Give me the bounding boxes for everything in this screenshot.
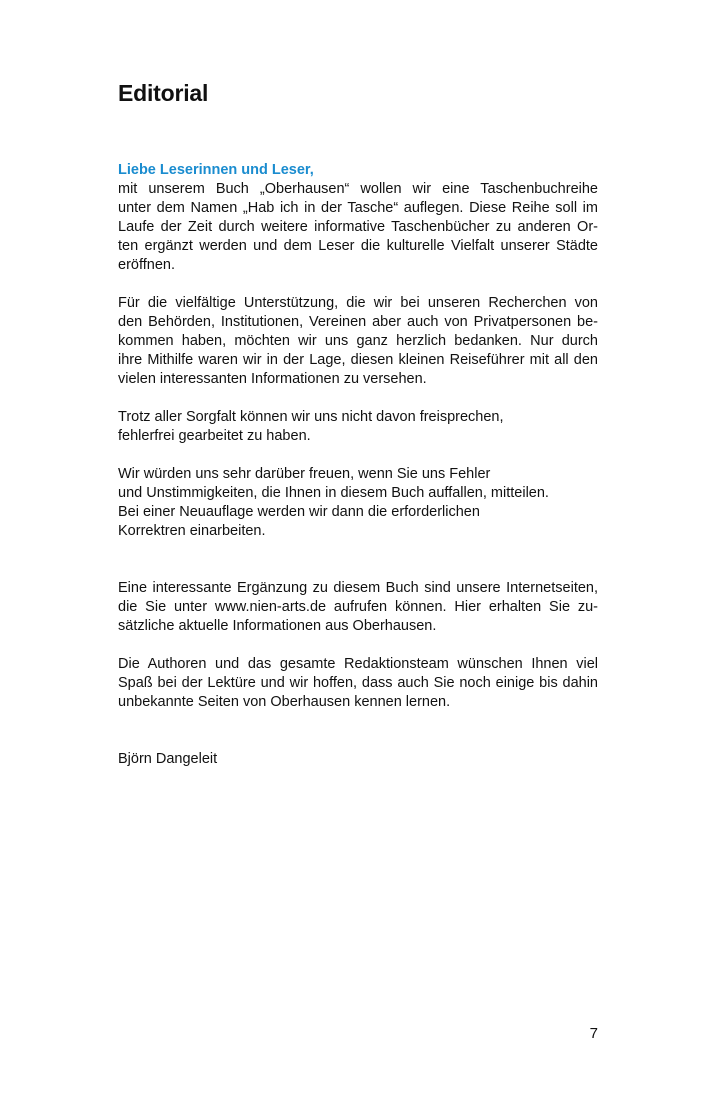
paragraph-line: und Unstimmigkeiten, die Ihnen in diesem Buch auffallen, mitteilen. — [118, 485, 549, 501]
paragraph-line: Für die vielfältige Unterstützung, die wir bei unseren Recherchen von — [118, 295, 598, 311]
paragraph-line: den Behörden, Institutionen, Vereinen aber auch von Privatpersonen be- — [118, 314, 598, 330]
paragraph-line: ten ergänzt werden und dem Leser die kulturelle Vielfalt unserer Städte — [118, 238, 598, 254]
paragraph-line: fehlerfrei gearbeitet zu haben. — [118, 428, 311, 444]
paragraph-website — [118, 579, 598, 636]
editorial-body — [118, 161, 598, 769]
paragraph-line: Laufe der Zeit durch weitere informative Taschenbücher zu anderen Or- — [118, 219, 598, 235]
paragraph-line: unter dem Namen „Hab ich in der Tasche“ auflegen. Diese Reihe soll im — [118, 200, 598, 216]
paragraph-care — [118, 408, 598, 446]
paragraph-line: Eine interessante Ergänzung zu diesem Buch sind unsere Internetseiten, — [118, 580, 598, 596]
paragraph-line: Trotz aller Sorgfalt können wir uns nicht davon freisprechen, — [118, 409, 504, 425]
book-page — [118, 0, 598, 1110]
paragraph-line: vielen interessanten Informationen zu versehen. — [118, 371, 427, 387]
paragraph-line: Bei einer Neuauflage werden wir dann die erforderlichen — [118, 504, 480, 520]
paragraph-spacer — [118, 275, 598, 294]
paragraph-line: kommen haben, möchten wir uns ganz herzlich bedanken. Nur durch — [118, 333, 598, 349]
paragraph-line: ihre Mithilfe waren wir in der Lage, diesen kleinen Reiseführer mit all den — [118, 352, 598, 368]
paragraph-spacer — [118, 446, 598, 465]
paragraph-line: die Sie unter www.nien-arts.de aufrufen können. Hier erhalten Sie zu- — [118, 599, 598, 615]
paragraph-line: eröffnen. — [118, 257, 175, 273]
paragraph-wishes — [118, 655, 598, 712]
paragraph-spacer — [118, 541, 598, 579]
salutation: Liebe Leserinnen und Leser, — [118, 162, 314, 178]
page-title: Editorial — [118, 80, 209, 106]
paragraph-line: sätzliche aktuelle Informationen aus Oberhausen. — [118, 618, 437, 634]
paragraph-spacer — [118, 389, 598, 408]
paragraph-line: unbekannte Seiten von Oberhausen kennen lernen. — [118, 694, 451, 710]
paragraph-line: Korrektren einarbeiten. — [118, 523, 266, 539]
paragraph-line: Spaß bei der Lektüre und wir hoffen, dass auch Sie noch einige bis dahin — [118, 675, 598, 691]
page-number: 7 — [589, 1025, 598, 1042]
paragraph-line: mit unserem Buch „Oberhausen“ wollen wir eine Taschenbuchreihe — [118, 181, 598, 197]
paragraph-errors — [118, 465, 598, 541]
signature: Björn Dangeleit — [118, 751, 218, 767]
paragraph-spacer — [118, 712, 598, 750]
paragraph-thanks — [118, 294, 598, 389]
paragraph-line: Wir würden uns sehr darüber freuen, wenn Sie uns Fehler — [118, 466, 491, 482]
paragraph-intro — [118, 180, 598, 275]
paragraph-line: Die Authoren und das gesamte Redaktionsteam wünschen Ihnen viel — [118, 656, 598, 672]
paragraph-spacer — [118, 636, 598, 655]
